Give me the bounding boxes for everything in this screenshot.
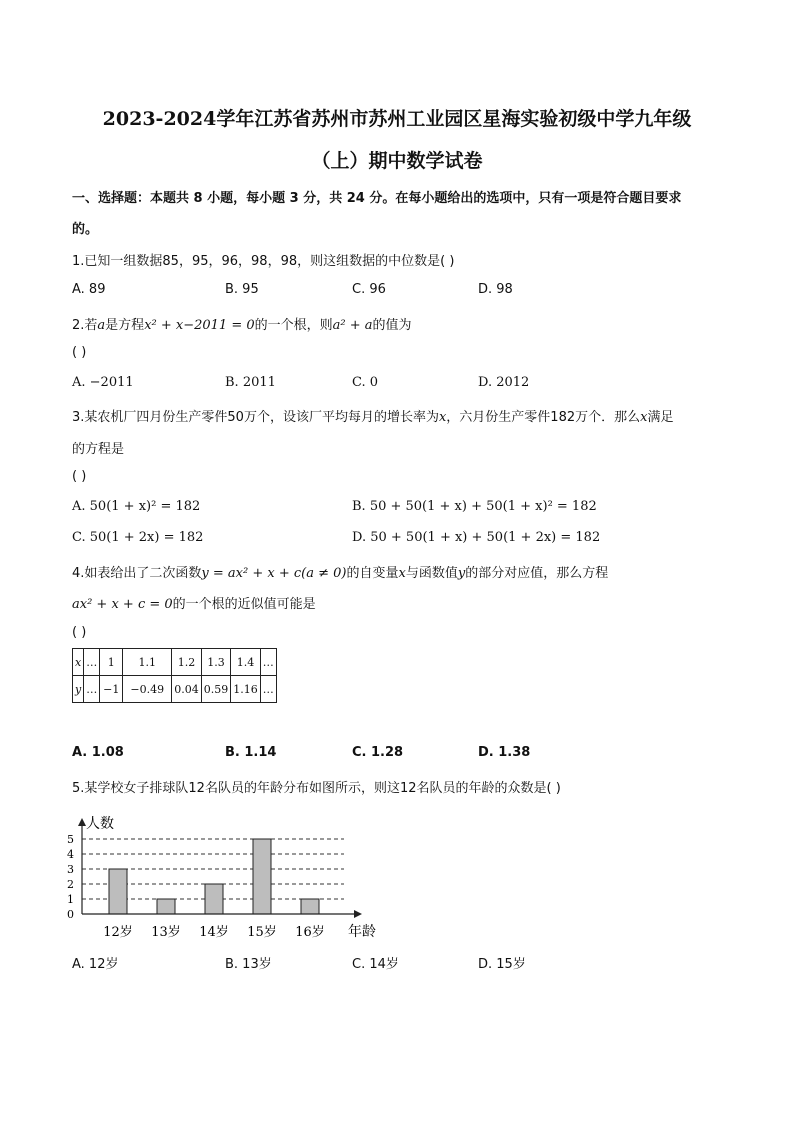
question-4-var2: y <box>457 566 466 581</box>
question-4-equation: ax² + x + c = 0 <box>72 597 173 612</box>
age-distribution-bar-chart <box>62 808 392 944</box>
chart-x-tick-label: 15岁 <box>247 925 277 940</box>
question-4-paren: ( ) <box>72 625 87 640</box>
table-cell: 0.04 <box>172 676 202 703</box>
question-4-stem <box>72 562 608 581</box>
table-cell: 1.4 <box>231 649 261 676</box>
chart-x-tick-label: 12岁 <box>103 925 133 940</box>
question-4-text-a: 4.如表给出了二次函数 <box>72 566 202 581</box>
question-2-var: a <box>97 318 106 333</box>
question-3-option-d: D. 50 + 50(1 + x) + 50(1 + 2x) = 182 <box>352 530 601 545</box>
chart-y-tick-label: 5 <box>67 833 74 846</box>
question-3-stem <box>72 406 673 425</box>
question-5-stem: 5.某学校女子排球队12名队员的年龄分布如图所示，则这12名队员的年龄的众数是( ) <box>72 781 561 796</box>
question-3-option-c: C. 50(1 + 2x) = 182 <box>72 530 204 545</box>
question-4-option-c: C. 1.28 <box>352 745 404 760</box>
exam-title-line1: 2023-2024学年江苏省苏州市苏州工业园区星海实验初级中学九年级 <box>102 108 692 130</box>
question-3-text-c: 满足 <box>647 410 674 425</box>
question-1-option-a: A. 89 <box>72 282 106 297</box>
table-cell: 1.16 <box>231 676 261 703</box>
question-2-option-d: D. 2012 <box>478 375 530 390</box>
table-cell: x <box>73 649 84 676</box>
table-cell: 1.2 <box>172 649 202 676</box>
section-instructions: 一、选择题：本题共 8 小题，每小题 3 分，共 24 分。在每小题给出的选项中，只有一项是符合题目要求 <box>72 191 682 206</box>
table-cell: … <box>260 676 276 703</box>
chart-bar <box>205 884 223 914</box>
chart-y-tick-label: 0 <box>67 908 74 921</box>
table-cell: −0.49 <box>123 676 172 703</box>
section-instructions-cont: 的。 <box>72 222 99 237</box>
chart-y-tick-label: 2 <box>67 878 74 891</box>
question-4-function: y = ax² + x + c(a ≠ 0) <box>201 566 347 581</box>
table-cell: … <box>84 676 100 703</box>
question-3-var: x <box>438 410 447 425</box>
chart-bar <box>301 899 319 914</box>
question-2-text-b: 是方程 <box>105 318 145 333</box>
chart-bar <box>157 899 175 914</box>
table-row-x <box>73 649 277 676</box>
question-2-text-c: 的一个根，则 <box>254 318 333 333</box>
table-row-y <box>73 676 277 703</box>
table-cell: … <box>260 649 276 676</box>
question-4-var: x <box>398 566 406 581</box>
chart-y-axis-arrow <box>78 818 86 826</box>
table-cell: 0.59 <box>201 676 231 703</box>
table-cell: 1.1 <box>123 649 172 676</box>
table-cell: 1 <box>100 649 123 676</box>
question-4-stem-cont <box>72 593 316 612</box>
question-2-expression: a² + a <box>332 318 373 333</box>
question-4-option-a: A. 1.08 <box>72 745 124 760</box>
table-cell: y <box>73 676 84 703</box>
question-5-option-d: D. 15岁 <box>478 957 526 972</box>
question-1-stem: 1.已知一组数据85，95，96，98，98，则这组数据的中位数是( ) <box>72 254 455 269</box>
question-4-text-d: 的部分对应值，那么方程 <box>465 566 609 581</box>
question-1-option-b: B. 95 <box>225 282 259 297</box>
question-5-option-a: A. 12岁 <box>72 957 119 972</box>
question-2-equation: x² + x−2011 = 0 <box>144 318 255 333</box>
chart-y-tick-label: 3 <box>67 863 74 876</box>
chart-y-axis-title: 人数 <box>86 816 114 832</box>
question-2-paren: ( ) <box>72 345 87 360</box>
question-3-stem-cont: 的方程是 <box>72 442 125 457</box>
question-5-option-c: C. 14岁 <box>352 957 399 972</box>
exam-title-line2: （上）期中数学试卷 <box>311 150 483 172</box>
question-3-text-a: 3.某农机厂四月份生产零件50万个，设该厂平均每月的增长率为 <box>72 410 439 425</box>
question-3-option-a: A. 50(1 + x)² = 182 <box>72 499 201 514</box>
chart-x-axis-title: 年龄 <box>348 924 376 940</box>
question-4-text-c: 与函数值 <box>405 566 458 581</box>
chart-bar <box>109 869 127 914</box>
question-2-option-c: C. 0 <box>352 375 379 390</box>
chart-x-tick-label: 16岁 <box>295 925 325 940</box>
table-cell: 1.3 <box>201 649 231 676</box>
question-1-option-d: D. 98 <box>478 282 513 297</box>
question-3-paren: ( ) <box>72 469 87 484</box>
question-4-text-b: 的自变量 <box>346 566 399 581</box>
table-cell: −1 <box>100 676 123 703</box>
question-4-option-d: D. 1.38 <box>478 745 531 760</box>
question-2-text-d: 的值为 <box>372 318 412 333</box>
chart-bars <box>109 839 319 914</box>
question-5-option-b: B. 13岁 <box>225 957 272 972</box>
chart-x-tick-label: 14岁 <box>199 925 229 940</box>
question-2-option-a: A. −2011 <box>72 375 134 390</box>
table-cell: … <box>84 649 100 676</box>
question-3-option-b: B. 50 + 50(1 + x) + 50(1 + x)² = 182 <box>352 499 597 514</box>
question-4-value-table <box>72 648 277 703</box>
question-4-text-e: 的一个根的近似值可能是 <box>172 597 316 612</box>
chart-bar <box>253 839 271 914</box>
question-2-stem <box>72 314 412 333</box>
chart-x-axis-arrow <box>354 910 362 918</box>
chart-x-tick-label: 13岁 <box>151 925 181 940</box>
question-3-text-b: ，六月份生产零件182万个．那么 <box>446 410 641 425</box>
question-3-var2: x <box>640 410 648 425</box>
question-2-option-b: B. 2011 <box>225 375 276 390</box>
chart-y-tick-label: 1 <box>67 893 74 906</box>
chart-y-tick-label: 4 <box>67 848 74 861</box>
question-1-option-c: C. 96 <box>352 282 386 297</box>
question-2-text-a: 2.若 <box>72 318 98 333</box>
question-4-option-b: B. 1.14 <box>225 745 277 760</box>
